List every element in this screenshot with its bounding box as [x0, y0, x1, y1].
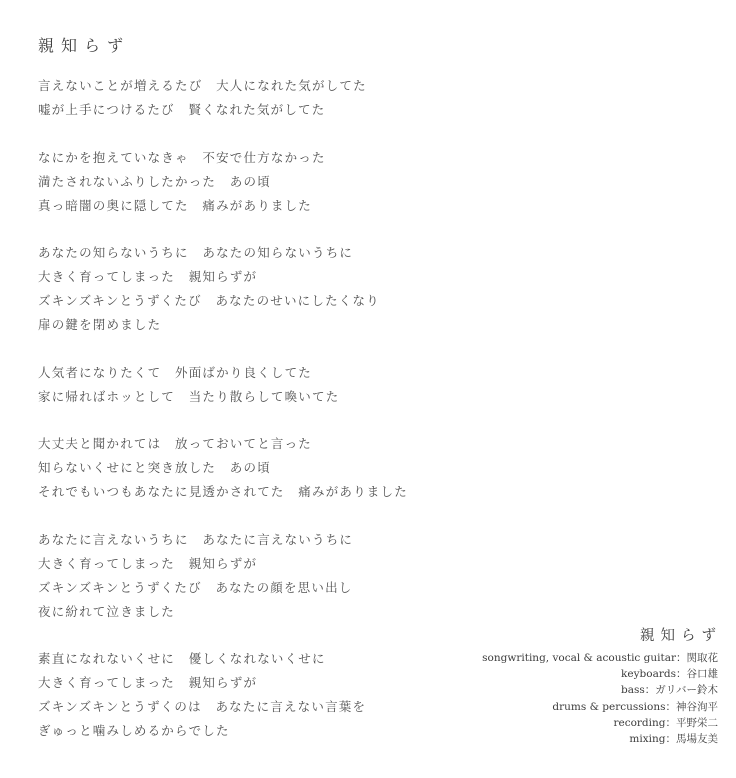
- lyric-line: それでもいつもあなたに見透かされてた 痛みがありました: [38, 484, 408, 499]
- lyric-line: 真っ暗闇の奥に隠してた 痛みがありました: [38, 197, 313, 213]
- lyric-line: 家に帰ればホッとして 当たり散らして喚いてた: [38, 388, 340, 404]
- lyric-line: ズキンズキンとうずくたび あなたのせいにしたくなり: [38, 293, 380, 308]
- credit-line: bass：ガリバー鈴木: [621, 684, 718, 697]
- lyrics-stanza: [38, 146, 478, 218]
- lyrics-stanza: [38, 361, 478, 409]
- lyrics-stanza: [38, 241, 478, 337]
- lyric-line: 夜に紛れて泣きました: [38, 603, 176, 619]
- lyric-line: あなたの知らないうちに あなたの知らないうちに: [38, 245, 354, 260]
- page-title: 親知らず: [38, 36, 131, 55]
- lyric-line: ズキンズキンとうずくたび あなたの顔を思い出し: [38, 579, 353, 595]
- lyric-line: 言えないことが増えるたび 大人になれた気がしてた: [38, 78, 367, 93]
- credit-line: keyboards：谷口雄: [621, 668, 718, 681]
- lyric-line: ズキンズキンとうずくのは あなたに言えない言葉を: [38, 699, 367, 714]
- credits-block: [482, 624, 722, 747]
- credit-line: recording：平野栄二: [613, 716, 718, 729]
- lyric-line: 大きく育ってしまった 親知らずが: [38, 675, 258, 690]
- lyric-line: 人気者になりたくて 外面ばかり良くしてた: [38, 364, 313, 380]
- lyrics-stanza: [38, 432, 478, 504]
- lyric-line: ぎゅっと噛みしめるからでした: [38, 723, 230, 738]
- credit-line: mixing：馬場友美: [629, 733, 718, 746]
- lyrics-stanza: [38, 647, 478, 743]
- lyric-line: 素直になれないくせに 優しくなれないくせに: [38, 651, 326, 666]
- lyric-line: 大きく育ってしまった 親知らずが: [38, 269, 258, 284]
- credits-title: 親知らず: [640, 628, 722, 644]
- lyric-line: 嘘が上手につけるたび 賢くなれた気がしてた: [38, 102, 326, 117]
- credit-line: songwriting, vocal & acoustic guitar：関取花: [482, 652, 718, 664]
- lyrics: [38, 74, 478, 743]
- lyric-line: 知らないくせにと突き放した あの頃: [38, 460, 271, 475]
- lyric-line: 大丈夫と聞かれては 放っておいてと言った: [38, 436, 313, 451]
- lyric-line: 大きく育ってしまった 親知らずが: [38, 555, 258, 571]
- lyrics-stanza: [38, 528, 478, 624]
- lyric-line: 扉の鍵を閉めました: [38, 317, 162, 332]
- lyrics-stanza: [38, 74, 478, 122]
- lyric-line: 満たされないふりしたかった あの頃: [38, 173, 271, 189]
- lyric-line: あなたに言えないうちに あなたに言えないうちに: [38, 531, 354, 547]
- credit-line: drums & percussions：神谷洵平: [552, 700, 718, 713]
- lyric-line: なにかを抱えていなきゃ 不安で仕方なかった: [38, 149, 326, 165]
